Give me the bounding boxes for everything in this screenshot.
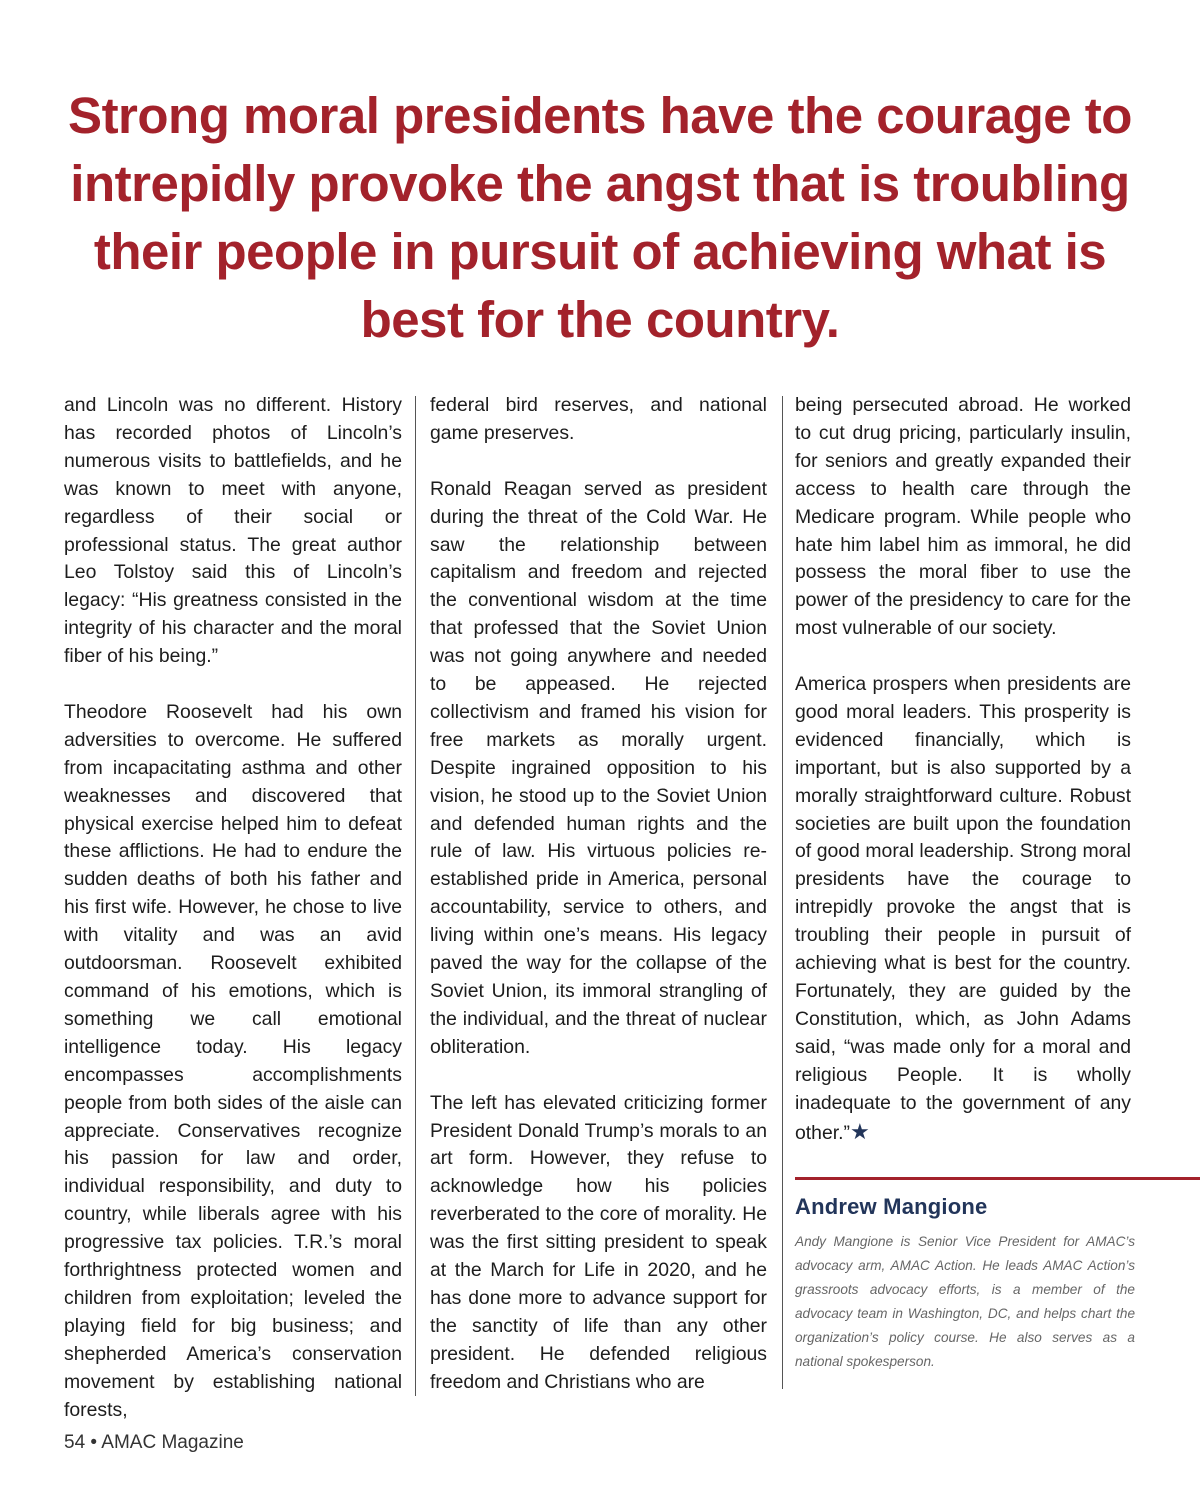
column-1-paragraph-2: Theodore Roosevelt had his own adversities to overcome. He suffered from incapacitating asthma and other weaknesses and discovered that physical exercise helped him to defeat these afflictions. He had to endure the sudden deaths of both his father and his first wife. However, he chose to live with vitality and was an avid outdoorsman. Roosevelt exhibited command of his emotions, which is something we call emotional intelligence today. His legacy encompasses accomplishments people from both sides of the aisle can appreciate. Conservatives recognize his passion for law and order, individual responsibility, and duty to country, while liberals agree with his progressive tax policies. T.R.’s moral forthrightness protected women and children from exploitation; leveled the playing field for big business; and shepherded America’s conservation movement by establishing national forests, (64, 700, 402, 1421)
column-3-paragraph-2-text: America prospers when presidents are good moral leaders. This prosperity is evidenced financially, which is important, but is also supported by a morally straightforward culture. Robust societies are built upon the foundation of good moral leadership. Strong moral presidents have the courage to intrepidly provoke the angst that is troubling their people in pursuit of achieving what is best for the country. Fortunately, they are guided by the Constitution, which, as John Adams said, “was made only for a moral and religious People. It is wholly inadequate to the government of any other.” (795, 673, 1131, 1144)
author-bio-divider (795, 1177, 1200, 1180)
column-2-paragraph-2: Ronald Reagan served as president during the threat of the Cold War. He saw the relationship between capitalism and freedom and rejected the conventional wisdom at the time that professed that the Soviet Union was not going anywhere and needed to be appeased. He rejected collectivism and framed his vision for free markets as morally urgent. Despite ingrained opposition to his vision, he stood up to the Soviet Union and defended human rights and the rule of law. His virtuous policies re-established pride in America, personal accountability, service to others, and living within one’s means. His legacy paved the way for the collapse of the Soviet Union, its immoral strangling of the individual, and the threat of nuclear obliteration. (430, 477, 767, 1058)
column-3 (795, 392, 1131, 1147)
column-3-paragraph-2 (795, 671, 1131, 1147)
author-bio: Andy Mangione is Senior Vice President for AMAC’s advocacy arm, AMAC Action. He leads AMAC Action’s grassroots advocacy efforts, is a member of the advocacy team in Washington, DC, and helps chart the organization’s policy course. He also serves as a national spokesperson. (795, 1234, 1135, 1369)
column-2 (430, 392, 767, 1397)
author-name: Andrew Mangione (795, 1194, 988, 1219)
column-divider-1 (415, 396, 416, 1396)
column-2-paragraph-3: The left has elevated criticizing former President Donald Trump’s morals to an art form. However, they refuse to acknowledge how his policies reverberated to the core of morality. He was the first sitting president to speak at the March for Life in 2020, and he has done more to advance support for the sanctity of life than any other president. He defended religious freedom and Christians who are (430, 1091, 767, 1393)
column-2-paragraph-1: federal bird reserves, and national game preserves. (430, 394, 767, 444)
pull-quote: Strong moral presidents have the courage to intrepidly provoke the angst that is troubling their people in pursuit of achieving what is best for the country. (68, 87, 1132, 348)
page-footer: 54 • AMAC Magazine (64, 1432, 244, 1453)
column-divider-2 (782, 396, 783, 1389)
column-3-paragraph-1: being persecuted abroad. He worked to cut drug pricing, particularly insulin, for seniors and greatly expanded their access to health care through the Medicare program. While people who hate him label him as immoral, he did possess the moral fiber to use the power of the presidency to care for the most vulnerable of our society. (795, 394, 1131, 640)
column-1 (64, 392, 402, 1425)
column-1-paragraph-1: and Lincoln was no different. History has recorded photos of Lincoln’s numerous visits to battlefields, and he was known to meet with anyone, regardless of their social or professional status. The great author Leo Tolstoy said this of Lincoln’s legacy: “His greatness consisted in the integrity of his character and the moral fiber of his being.” (64, 394, 402, 668)
end-star-icon: ★ (849, 1118, 870, 1144)
